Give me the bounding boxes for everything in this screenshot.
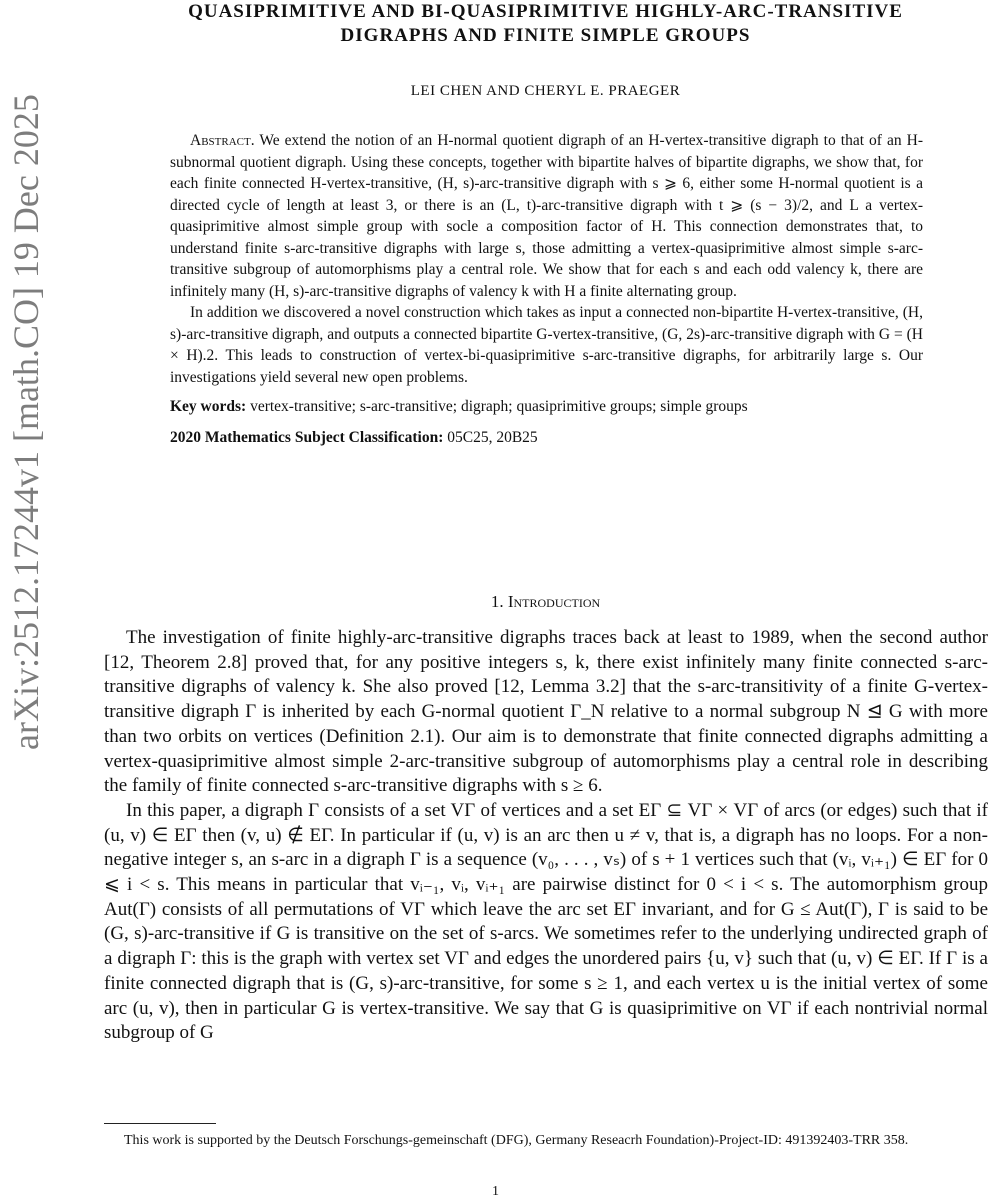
authors: LEI CHEN AND CHERYL E. PRAEGER [410, 83, 681, 99]
abstract-text-1: We extend the notion of an H-normal quotient digraph of an H-vertex-transitive digraph to that of an H-subnormal quotient digraph. Using these concepts, together with bipartite halves of bipartite digraphs, we show that, for each finite connected H-vertex-transitive, (H, s)-arc-transitive digraph with s ⩾ 6, either some H-normal quotient is a directed cycle of length at least 3, or there is an (L, t)-arc-transitive digraph with t ⩾ (s − 3)/2, and L a vertex-quasiprimitive almost simple group with socle a composition factor of H. This connection demonstrates that, to understand finite s-arc-transitive digraphs with large s, those admitting a vertex-quasiprimitive almost simple s-arc-transitive subgroup of automorphisms play a central role. We show that for each s and each odd valency k, there are infinitely many (H, s)-arc-transitive digraphs of valency k with H a finite alternating group. [170, 132, 923, 300]
msc-codes: 05C25, 20B25 [447, 428, 538, 446]
msc-classification [170, 427, 923, 449]
page-number: 1 [492, 1184, 499, 1199]
funding-footnote: This work is supported by the Deutsch Forschungs-gemeinschaft (DFG), Germany Reseacrh Foundation)-Project-ID: 491392403-TRR 358. [124, 1133, 909, 1148]
intro-paragraph-2: In this paper, a digraph Γ consists of a set VΓ of vertices and a set EΓ ⊆ VΓ × VΓ of arcs (or edges) such that if (u, v) ∈ EΓ then (v, u) ∉ EΓ. In particular if (u, v) is an arc then u ≠ v, that is, a digraph has no loops. For a non-negative integer s, an s-arc in a digraph Γ is a sequence (v₀, . . . , vₛ) of s + 1 vertices such that (vᵢ, vᵢ₊₁) ∈ EΓ for 0 ⩽ i < s. This means in particular that vᵢ₋₁, vᵢ, vᵢ₊₁ are pairwise distinct for 0 < i < s. The automorphism group Aut(Γ) consists of all permutations of VΓ which leave the arc set EΓ invariant, and for G ≤ Aut(Γ), Γ is said to be (G, s)-arc-transitive if G is transitive on the set of s-arcs. We sometimes refer to the underlying undirected graph of a digraph Γ: this is the graph with vertex set VΓ and edges the unordered pairs {u, v} such that (u, v) ∈ EΓ. If Γ is a finite connected digraph that is (G, s)-arc-transitive, for some s ≥ 1, and each vertex u is the initial vertex of some arc (u, v), then in particular G is vertex-transitive. We say that G is quasiprimitive on VΓ if each nontrivial normal subgroup of G [104, 799, 988, 1044]
section-heading-introduction: 1. Introduction [490, 592, 601, 611]
paper-title [100, 0, 991, 48]
abstract-paragraph-2: In addition we discovered a novel construction which takes as input a connected non-bipartite H-vertex-transitive, (H, s)-arc-transitive digraph, and outputs a connected bipartite G-vertex-transitive, (G, 2s)-arc-transitive digraph with G = (H × H).2. This leads to construction of vertex-bi-quasiprimitive s-arc-transitive digraphs, for arbitrarily large s. Our investigations yield several new open problems. [170, 304, 923, 386]
keywords-label: Key words: [170, 398, 247, 415]
title-line-2: DIGRAPHS AND FINITE SIMPLE GROUPS [340, 25, 751, 46]
abstract-paragraph-1 [170, 130, 923, 302]
title-line-1: QUASIPRIMITIVE AND BI-QUASIPRIMITIVE HIGHLY-ARC-TRANSITIVE [188, 1, 903, 22]
abstract [170, 130, 923, 448]
keywords [170, 396, 923, 418]
arxiv-sidebar-stamp: arXiv:2512.17244v1 [math.CO] 19 Dec 2025 [6, 94, 46, 750]
introduction-body [104, 626, 988, 1046]
msc-label: 2020 Mathematics Subject Classification: [170, 428, 444, 446]
keywords-text: vertex-transitive; s-arc-transitive; digraph; quasiprimitive groups; simple groups [250, 398, 748, 415]
abstract-label: Abstract. [190, 132, 255, 149]
intro-paragraph-1: The investigation of finite highly-arc-transitive digraphs traces back at least to 1989, when the second author [12, Theorem 2.8] proved that, for any positive integers s, k, there exist infinitely many finite connected s-arc-transitive digraphs of valency k. She also proved [12, Lemma 3.2] that the s-arc-transitivity of a finite G-vertex-transitive digraph Γ is inherited by each G-normal quotient Γ_N relative to a normal subgroup N ⊴ G with more than two orbits on vertices (Definition 2.1). Our aim is to demonstrate that finite connected digraphs admitting a vertex-quasiprimitive almost simple 2-arc-transitive subgroup of automorphisms play a central role in describing the family of finite connected s-arc-transitive digraphs with s ≥ 6. [104, 627, 988, 797]
footnote-rule [104, 1123, 216, 1124]
